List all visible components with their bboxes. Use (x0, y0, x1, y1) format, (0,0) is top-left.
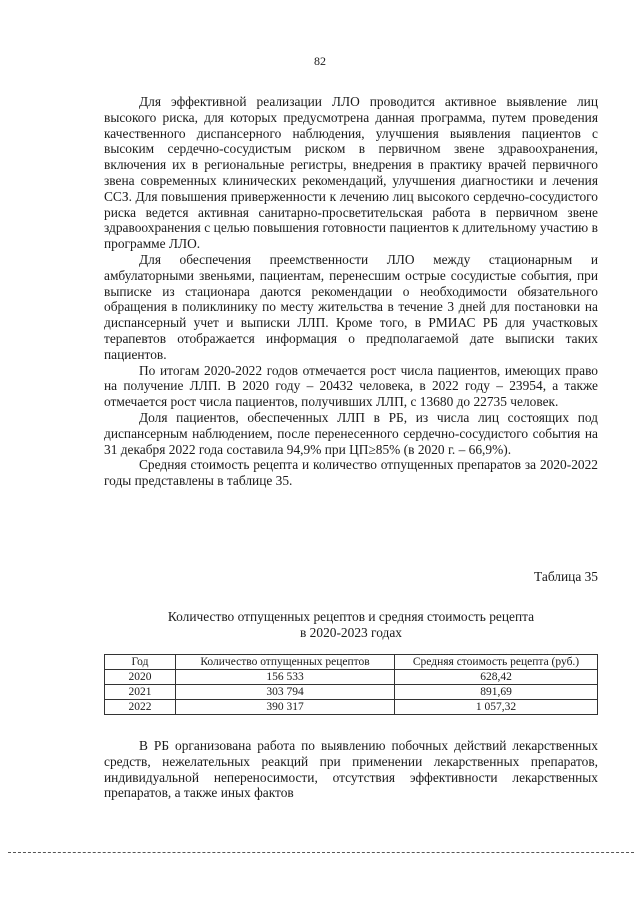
column-header-cost: Средняя стоимость рецепта (руб.) (395, 655, 598, 670)
table-cell-count: 156 533 (176, 670, 395, 685)
table-cell-cost: 628,42 (395, 670, 598, 685)
table-caption (104, 609, 598, 641)
table-caption-line: в 2020-2023 годах (300, 625, 402, 640)
table-cell-year: 2021 (105, 685, 176, 700)
table-cell-cost: 891,69 (395, 685, 598, 700)
table-caption-line: Количество отпущенных рецептов и средняя стоимость рецепта (167, 609, 535, 624)
table-header-row (105, 655, 598, 670)
table-cell-count: 303 794 (176, 685, 395, 700)
paragraph: Доля пациентов, обеспеченных ЛЛП в РБ, из числа лиц состоящих под диспансерным наблюдением, после перенесенного сердечно-сосудистого события на 31 декабря 2022 года составила 94,9% при ЦП≥85% (в 2020 г. – 66,9%). (104, 409, 598, 457)
table-cell-cost: 1 057,32 (395, 700, 598, 715)
body-text-continued (104, 738, 598, 801)
paragraph: Для обеспечения преемственности ЛЛО между стационарным и амбулаторными звеньями, пациентам, перенесшим острые сосудистые события, при выписке из стационара даются рекомендации о необходимости обязательного обращения в поликлинику по месту жительства в течение 3 дней для постановки на диспансерный учет и выписки ЛЛП. Кроме того, в РМИАС РБ для участковых терапевтов отображается информация о предполагаемой дате выписки таких пациентов. (104, 251, 598, 362)
table-cell-year: 2020 (105, 670, 176, 685)
table-row (105, 670, 598, 685)
table-cell-count: 390 317 (176, 700, 395, 715)
table-number-label: Таблица 35 (534, 569, 598, 584)
footer-divider (8, 852, 634, 853)
page-number: 82 (314, 54, 326, 68)
paragraph: В РБ организована работа по выявлению побочных действий лекарственных средств, нежелательных реакций при применении лекарственных препаратов, индивидуальной непереносимости, отсутствия эффективности лекарственных препаратов, а также иных фактов (104, 738, 598, 801)
table-row (105, 685, 598, 700)
paragraph: Для эффективной реализации ЛЛО проводится активное выявление лиц высокого риска, для которых предусмотрена данная программа, путем проведения качественного диспансерного наблюдения, улучшения выявления пациентов с высоким сердечно-сосудистым риском в первичном звене здравоохранения, включения их в региональные регистры, внедрения в практику врачей первичного звена современных клинических рекомендаций, улучшения диагностики и лечения ССЗ. Для повышения приверженности к лечению лиц высокого сердечно-сосудистого риска ведется активная санитарно-просветительская работа в первичном звене здравоохранения с целью повышения готовности пациентов к длительному участию в программе ЛЛО. (104, 94, 598, 252)
table-cell-year: 2022 (105, 700, 176, 715)
column-header-year: Год (105, 655, 176, 670)
body-text (104, 94, 598, 489)
paragraph: Средняя стоимость рецепта и количество отпущенных препаратов за 2020-2022 годы представлены в таблице 35. (104, 457, 598, 489)
column-header-count: Количество отпущенных рецептов (176, 655, 395, 670)
prescriptions-table (104, 654, 598, 715)
paragraph: По итогам 2020-2022 годов отмечается рост числа пациентов, имеющих право на получение ЛЛП. В 2020 году – 20432 человека, в 2022 году – 23954, а также отмечается рост числа пациентов, получивших ЛЛП, с 13680 до 22735 человек. (104, 362, 598, 410)
table-row (105, 700, 598, 715)
